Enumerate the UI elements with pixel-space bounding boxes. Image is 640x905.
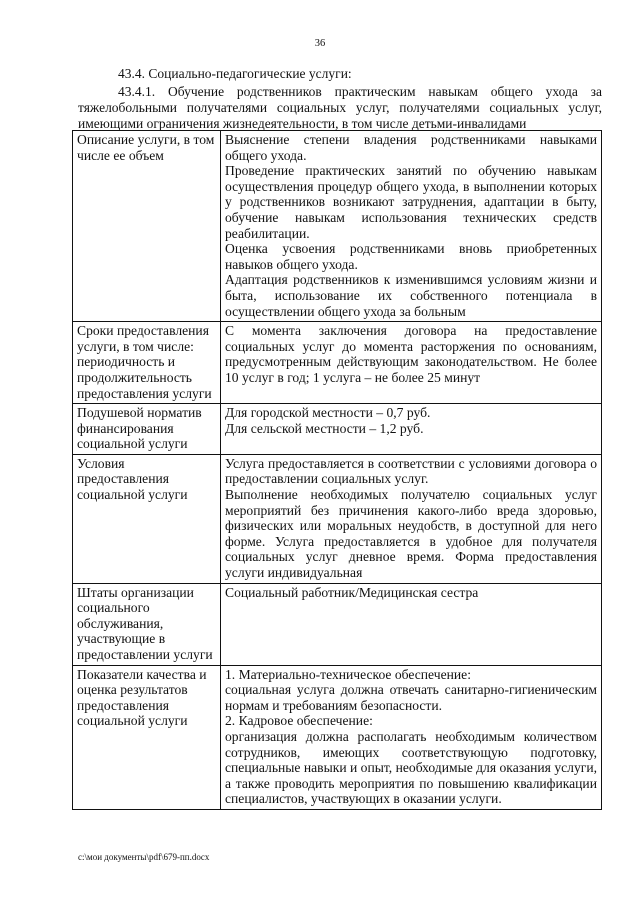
row-label: Сроки предоставления услуги, в том числе: периодичность и продолжительность предоставления услуги [73, 322, 221, 404]
row-content [221, 404, 602, 455]
table-row [73, 583, 602, 665]
row-label: Подушевой норматив финансирования социальной услуги [73, 404, 221, 455]
row-content [221, 322, 602, 404]
content-paragraph: Услуга предоставляется в соответствии с условиями договора о предоставлении социальных услуг. [225, 455, 597, 487]
table-row [73, 322, 602, 404]
content-paragraph: Для сельской местности – 1,2 руб. [225, 420, 424, 436]
content-paragraph: Оценка усвоения родственниками вновь приобретенных навыков общего ухода. [225, 241, 597, 272]
file-path-footer: c:\мои документы\pdf\679-пп.docx [78, 852, 210, 862]
content-paragraph: Выполнение необходимых получателю социальных услуг мероприятий без причинения какого-либо вреда здоровью, физических или моральных неудобств, в доступной для него форме. Услуга предоставляется в удобное для получателя социальных услуг дневное время. Форма предоставления услуги индивидуальная [225, 487, 597, 581]
content-paragraph: 2. Кадровое обеспечение: [225, 713, 373, 729]
content-paragraph: 1. Материально-техническое обеспечение: [225, 666, 471, 682]
row-content [221, 454, 602, 583]
content-paragraph: Выяснение степени владения родственниками навыками общего ухода. [225, 132, 597, 163]
section-heading: 43.4. Социально-педагогические услуги: [118, 66, 352, 81]
table-row [73, 665, 602, 809]
row-label: Показатели качества и оценка результатов предоставления социальной услуги [73, 665, 221, 809]
table-row [73, 404, 602, 455]
content-paragraph: Проведение практических занятий по обучению навыкам осуществления процедур общего ухода, в выполнении которых у родственников возникают затруднения, адаптации в быту, обучение навыкам использования технических средств реабилитации. [225, 163, 597, 241]
subsection-title: 43.4.1. Обучение родственников практическим навыкам общего ухода за тяжелобольными получателями социальных услуг, получателями социальных услуг, имеющими ограничения жизнедеятельности, в том числе детьми-инвалидами [78, 84, 602, 131]
content-paragraph: С момента заключения договора на предоставление социальных услуг до момента расторжения по основаниям, предусмотренным действующим законодательством. Не более 10 услуг в год; 1 услуга – не более 25 минут [225, 323, 597, 385]
content-paragraph: социальная услуга должна отвечать санитарно-гигиеническим нормам и требованиям безопасности. [225, 682, 597, 713]
table-row [73, 131, 602, 322]
content-paragraph: Адаптация родственников к изменившимся условиям жизни и быта, использование их собственного потенциала в осуществлении общего ухода за больным [225, 272, 597, 319]
row-content [221, 665, 602, 809]
row-label: Штаты организации социального обслуживания, участвующие в предоставлении услуги [73, 583, 221, 665]
content-paragraph: Социальный работник/Медицинская сестра [225, 584, 479, 600]
row-content [221, 131, 602, 322]
page-number: 36 [314, 38, 326, 49]
row-label: Условия предоставления социальной услуги [73, 454, 221, 583]
table-row [73, 454, 602, 583]
row-content [221, 583, 602, 665]
content-paragraph: организация должна располагать необходимым количеством сотрудников, имеющих соответствующую подготовку, специальные навыки и опыт, необходимые для оказания услуги, а также проводить мероприятия по повышению квалификации специалистов, участвующих в оказании услуги. [225, 728, 597, 807]
row-label: Описание услуги, в том числе ее объем [73, 131, 221, 322]
content-paragraph: Для городской местности – 0,7 руб. [225, 405, 431, 421]
service-table [72, 130, 602, 810]
